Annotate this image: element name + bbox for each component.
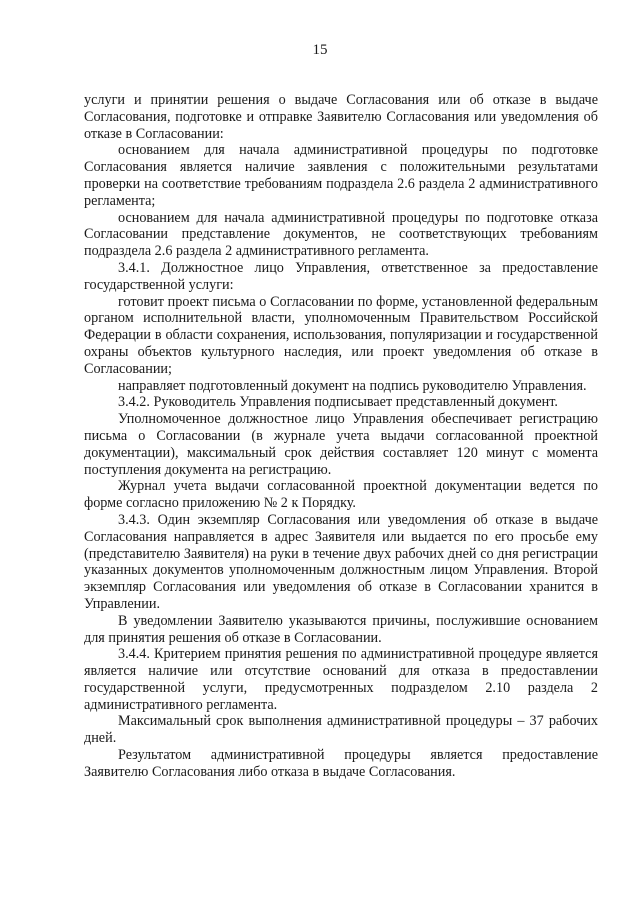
- paragraph: готовит проект письма о Согласовании по форме, установленной федеральным органом исполнительной власти, уполномоченным Правительством Российской Федерации в области сохранения, использования, популяризации и государственной охраны объектов культурного наследия, или проект уведомления об отказе в Согласовании;: [84, 293, 598, 377]
- paragraph: 3.4.2. Руководитель Управления подписывает представленный документ.: [118, 394, 558, 411]
- paragraph: 3.4.1. Должностное лицо Управления, ответственное за предоставление государственной услуги:: [84, 259, 598, 293]
- paragraph: основанием для начала административной процедуры по подготовке Согласования является наличие заявления с положительными результатами проверки на соответствие требованиям подраздела 2.6 раздела 2 административного регламента;: [84, 142, 598, 209]
- paragraph: основанием для начала административной процедуры по подготовке отказа Согласовании представление документов, не соответствующих требованиям подраздела 2.6 раздела 2 административного регламента.: [84, 209, 598, 260]
- paragraph: В уведомлении Заявителю указываются причины, послужившие основанием для принятия решения об отказе в Согласовании.: [84, 612, 598, 646]
- paragraph: направляет подготовленный документ на подпись руководителю Управления.: [118, 377, 587, 394]
- document-body: [84, 92, 598, 781]
- paragraph: 3.4.4. Критерием принятия решения по административной процедуре является является наличие или отсутствие оснований для отказа в предоставлении государственной услуги, предусмотренных подразделом 2.10 раздела 2 административного регламента.: [84, 646, 598, 713]
- paragraph: Журнал учета выдачи согласованной проектной документации ведется по форме согласно приложению № 2 к Порядку.: [84, 478, 598, 512]
- paragraph: Максимальный срок выполнения административной процедуры – 37 рабочих дней.: [84, 713, 598, 747]
- page-number: 15: [312, 42, 328, 58]
- paragraph: услуги и принятии решения о выдаче Согласования или об отказе в выдаче Согласования, подготовке и отправке Заявителю Согласования или уведомления об отказе в Согласовании:: [84, 92, 598, 142]
- paragraph: Уполномоченное должностное лицо Управления обеспечивает регистрацию письма о Согласовании (в журнале учета выдачи согласованной проектной документации), максимальный срок действия составляет 120 минут с момента поступления документа на регистрацию.: [84, 411, 598, 478]
- paragraph: Результатом административной процедуры является предоставление Заявителю Согласования либо отказа в выдаче Согласования.: [84, 747, 598, 780]
- paragraph: 3.4.3. Один экземпляр Согласования или уведомления об отказе в выдаче Согласования направляется в адрес Заявителя или выдается по его просьбе ему (представителю Заявителя) на руки в течение двух рабочих дней со дня регистрации указанных документов уполномоченным должностным лицом Управления. Второй экземпляр Согласования или уведомления об отказе в Согласовании хранится в Управлении.: [84, 511, 598, 612]
